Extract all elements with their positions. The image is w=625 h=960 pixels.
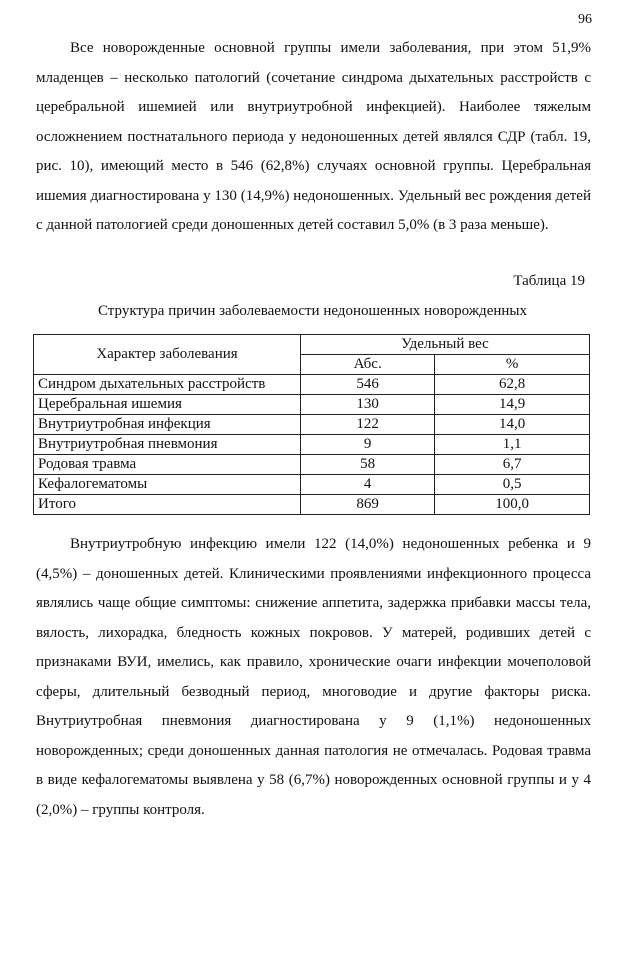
row-abs: 546 xyxy=(301,375,435,395)
row-name: Синдром дыхательных расстройств xyxy=(34,375,301,395)
header-disease: Характер заболевания xyxy=(34,335,301,375)
header-pct: % xyxy=(435,355,590,375)
row-pct: 62,8 xyxy=(435,375,590,395)
row-name: Внутриутробная пневмония xyxy=(34,435,301,455)
table-row xyxy=(34,395,590,415)
table-row xyxy=(34,415,590,435)
table-label: Таблица 19 xyxy=(513,273,585,289)
row-abs: 9 xyxy=(301,435,435,455)
morbidity-table xyxy=(33,334,590,515)
header-specific-weight: Удельный вес xyxy=(301,335,590,355)
row-abs: 4 xyxy=(301,475,435,495)
table-header-row xyxy=(34,335,590,355)
table-row xyxy=(34,475,590,495)
row-pct: 0,5 xyxy=(435,475,590,495)
row-abs: 130 xyxy=(301,395,435,415)
row-pct: 6,7 xyxy=(435,455,590,475)
row-name: Кефалогематомы xyxy=(34,475,301,495)
paragraph-intro: Все новорожденные основной группы имели заболевания, при этом 51,9% младенцев – несколько патологий (сочетание синдрома дыхательных расстройств с церебральной ишемией или внутриутробной инфекцией). Наиболее тяжелым осложнением постнатального периода у недоношенных детей являлся СДР (табл. 19, рис. 10), имеющий место в 546 (62,8%) случаях основной группы. Церебральная ишемия диагностирована у 130 (14,9%) недоношенных. Удельный вес рождения детей с данной патологией среди доношенных детей составил 5,0% (в 3 раза меньше). xyxy=(36,40,591,233)
row-name: Внутриутробная инфекция xyxy=(34,415,301,435)
row-abs: 58 xyxy=(301,455,435,475)
page-number: 96 xyxy=(578,12,592,27)
row-pct: 14,9 xyxy=(435,395,590,415)
row-name: Церебральная ишемия xyxy=(34,395,301,415)
row-name: Итого xyxy=(34,495,301,515)
paragraph-infection: Внутриутробную инфекцию имели 122 (14,0%) недоношенных ребенка и 9 (4,5%) – доношенных детей. Клиническими проявлениями инфекционного процесса являлись чаще общие симптомы: снижение аппетита, задержка прибавки массы тела, вялость, лихорадка, бледность кожных покровов. У матерей, родивших детей с признаками ВУИ, имелись, как правило, хронические очаги инфекции мочеполовой сферы, длительный безводный период, многоводие и другие факторы риска. Внутриутробная пневмония диагностирована у 9 (1,1%) недоношенных новорожденных; среди доношенных данная патология не отмечалась. Родовая травма в виде кефалогематомы выявлена у 58 (6,7%) новорожденных основной группы и у 4 (2,0%) – группы контроля. xyxy=(36,536,591,818)
row-abs: 869 xyxy=(301,495,435,515)
table-caption: Структура причин заболеваемости недоношенных новорожденных xyxy=(98,303,527,319)
table-row xyxy=(34,455,590,475)
table-row xyxy=(34,375,590,395)
row-name: Родовая травма xyxy=(34,455,301,475)
table-row xyxy=(34,435,590,455)
table-total-row xyxy=(34,495,590,515)
row-pct: 1,1 xyxy=(435,435,590,455)
row-pct: 100,0 xyxy=(435,495,590,515)
header-abs: Абс. xyxy=(301,355,435,375)
row-pct: 14,0 xyxy=(435,415,590,435)
row-abs: 122 xyxy=(301,415,435,435)
